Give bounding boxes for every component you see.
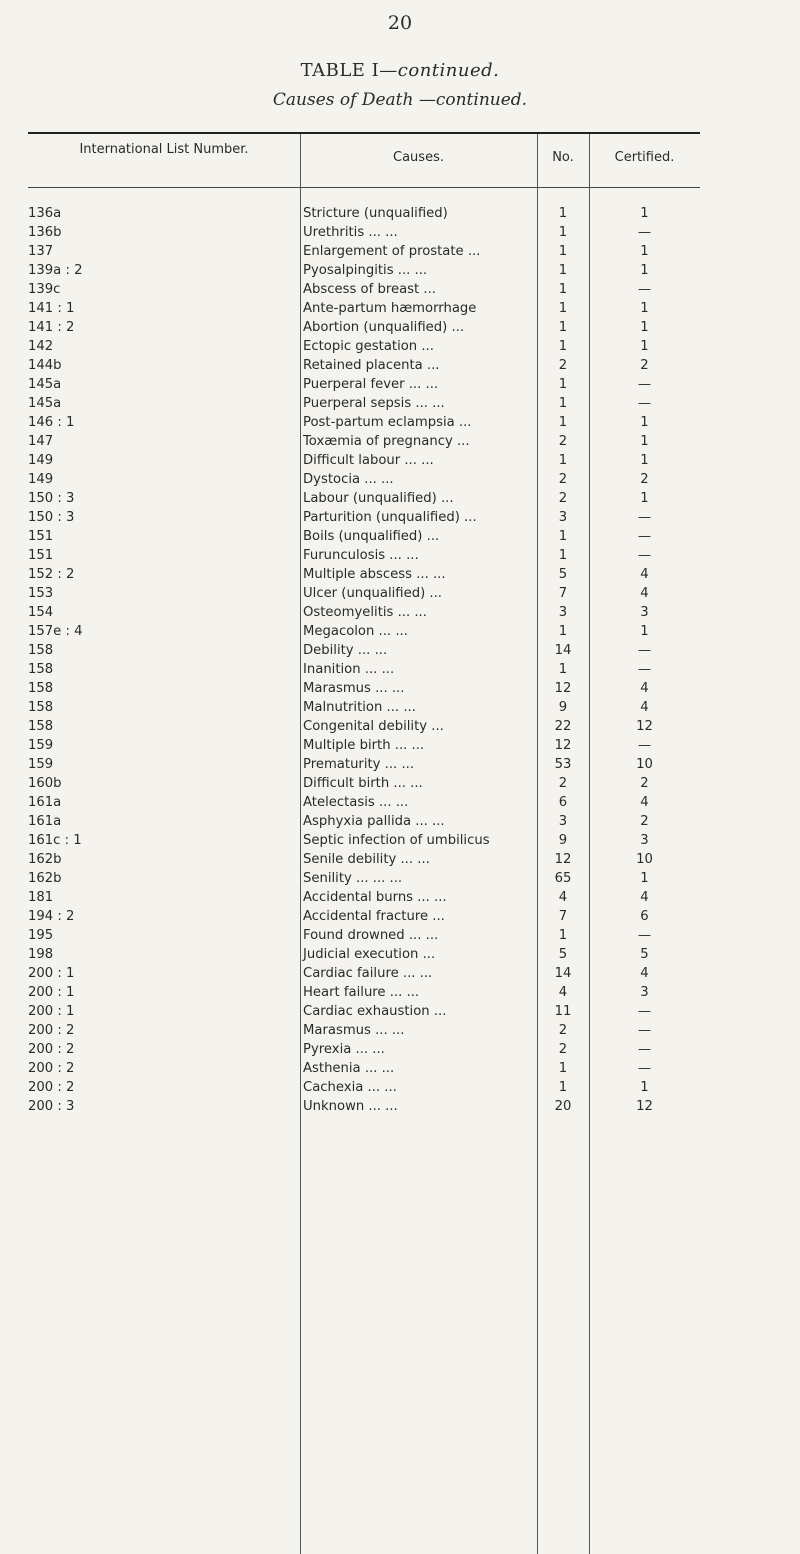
cause: Senile debility ... ... bbox=[303, 852, 430, 867]
list-number: 136a bbox=[28, 206, 62, 221]
table-row bbox=[28, 850, 700, 869]
list-number: 149 bbox=[28, 453, 54, 468]
table-subtitle: Causes of Death —continued. bbox=[272, 90, 528, 110]
header-international-list-number: International List Number. bbox=[79, 142, 249, 157]
certified-count: 2 bbox=[640, 776, 649, 791]
count: 1 bbox=[558, 282, 568, 297]
table-row bbox=[28, 356, 700, 375]
cause: Boils (unqualified) ... bbox=[303, 529, 440, 544]
cause: Prematurity ... ... bbox=[303, 757, 415, 772]
table-row bbox=[28, 1002, 700, 1021]
count: 14 bbox=[554, 643, 572, 658]
count: 7 bbox=[558, 909, 568, 924]
cause: Puerperal fever ... ... bbox=[303, 377, 439, 392]
certified-count: 1 bbox=[640, 244, 649, 259]
list-number: 146 : 1 bbox=[28, 415, 75, 430]
count: 12 bbox=[554, 852, 572, 867]
list-number: 139a : 2 bbox=[28, 263, 83, 278]
certified-count: 5 bbox=[640, 947, 649, 962]
table-row bbox=[28, 907, 700, 926]
cause: Cardiac failure ... ... bbox=[303, 966, 433, 981]
list-number: 162b bbox=[28, 871, 62, 886]
list-number: 158 bbox=[28, 719, 54, 734]
count: 2 bbox=[558, 434, 568, 449]
certified-count: 1 bbox=[640, 871, 649, 886]
certified-count: 1 bbox=[640, 453, 649, 468]
cause: Asthenia ... ... bbox=[303, 1061, 395, 1076]
count: 1 bbox=[558, 624, 568, 639]
count: 6 bbox=[558, 795, 568, 810]
list-number: 200 : 1 bbox=[28, 966, 75, 981]
table-row bbox=[28, 1021, 700, 1040]
count: 22 bbox=[554, 719, 572, 734]
table-row bbox=[28, 774, 700, 793]
count: 3 bbox=[558, 510, 568, 525]
table-row bbox=[28, 698, 700, 717]
count: 1 bbox=[558, 301, 568, 316]
count: 2 bbox=[558, 1023, 568, 1038]
header-causes: Causes. bbox=[393, 150, 444, 165]
count: 2 bbox=[558, 1042, 568, 1057]
table-row bbox=[28, 337, 700, 356]
count: 1 bbox=[558, 1061, 568, 1076]
table-row bbox=[28, 584, 700, 603]
cause: Judicial execution ... bbox=[303, 947, 436, 962]
certified-count: 4 bbox=[640, 890, 649, 905]
cause: Cardiac exhaustion ... bbox=[303, 1004, 447, 1019]
list-number: 158 bbox=[28, 700, 54, 715]
certified-count: 4 bbox=[640, 567, 649, 582]
count: 53 bbox=[554, 757, 572, 772]
cause: Accidental burns ... ... bbox=[303, 890, 447, 905]
table-row bbox=[28, 1059, 700, 1078]
count: 4 bbox=[558, 985, 568, 1000]
cause: Osteomyelitis ... ... bbox=[303, 605, 427, 620]
list-number: 158 bbox=[28, 681, 54, 696]
cause: Difficult labour ... ... bbox=[303, 453, 434, 468]
cause: Puerperal sepsis ... ... bbox=[303, 396, 445, 411]
list-number: 200 : 2 bbox=[28, 1023, 75, 1038]
list-number: 159 bbox=[28, 757, 54, 772]
table-row bbox=[28, 413, 700, 432]
table-row bbox=[28, 603, 700, 622]
count: 65 bbox=[554, 871, 572, 886]
count: 3 bbox=[558, 605, 568, 620]
list-number: 200 : 1 bbox=[28, 1004, 75, 1019]
list-number: 200 : 3 bbox=[28, 1099, 75, 1114]
cause: Septic infection of umbilicus bbox=[303, 833, 490, 848]
count: 20 bbox=[554, 1099, 572, 1114]
count: 1 bbox=[558, 225, 568, 240]
table-row bbox=[28, 793, 700, 812]
count: 1 bbox=[558, 453, 568, 468]
list-number: 145a bbox=[28, 377, 62, 392]
cause: Multiple birth ... ... bbox=[303, 738, 425, 753]
table-row bbox=[28, 679, 700, 698]
certified-count: 1 bbox=[640, 320, 649, 335]
count: 9 bbox=[558, 700, 568, 715]
certified-count: 4 bbox=[640, 586, 649, 601]
list-number: 181 bbox=[28, 890, 54, 905]
list-number: 154 bbox=[28, 605, 54, 620]
count: 7 bbox=[558, 586, 568, 601]
certified-count: 4 bbox=[640, 700, 649, 715]
cause: Inanition ... ... bbox=[303, 662, 395, 677]
table-row bbox=[28, 394, 700, 413]
count: 9 bbox=[558, 833, 568, 848]
header-number: No. bbox=[552, 150, 574, 165]
cause: Cachexia ... ... bbox=[303, 1080, 397, 1095]
table-row bbox=[28, 204, 700, 223]
certified-count: 4 bbox=[640, 795, 649, 810]
certified-count: 1 bbox=[640, 339, 649, 354]
list-number: 158 bbox=[28, 643, 54, 658]
list-number: 141 : 2 bbox=[28, 320, 75, 335]
certified-count: 1 bbox=[640, 624, 649, 639]
list-number: 144b bbox=[28, 358, 62, 373]
table-row bbox=[28, 1078, 700, 1097]
certified-count: 1 bbox=[640, 491, 649, 506]
table-row bbox=[28, 242, 700, 261]
list-number: 160b bbox=[28, 776, 62, 791]
certified-count: 2 bbox=[640, 814, 649, 829]
table-row bbox=[28, 964, 700, 983]
list-number: 195 bbox=[28, 928, 54, 943]
table-row bbox=[28, 888, 700, 907]
list-number: 137 bbox=[28, 244, 54, 259]
table-row bbox=[28, 926, 700, 945]
table-row bbox=[28, 508, 700, 527]
list-number: 200 : 2 bbox=[28, 1042, 75, 1057]
list-number: 136b bbox=[28, 225, 62, 240]
count: 1 bbox=[558, 244, 568, 259]
table-row bbox=[28, 470, 700, 489]
certified-count: 3 bbox=[640, 605, 649, 620]
certified-count: — bbox=[637, 282, 652, 297]
table-row bbox=[28, 565, 700, 584]
count: 5 bbox=[558, 947, 568, 962]
cause: Marasmus ... ... bbox=[303, 1023, 405, 1038]
list-number: 161a bbox=[28, 795, 62, 810]
list-number: 151 bbox=[28, 548, 54, 563]
certified-count: 3 bbox=[640, 833, 649, 848]
table-row bbox=[28, 622, 700, 641]
count: 3 bbox=[558, 814, 568, 829]
table-row bbox=[28, 945, 700, 964]
cause: Senility ... ... ... bbox=[303, 871, 403, 886]
count: 12 bbox=[554, 738, 572, 753]
table-row bbox=[28, 489, 700, 508]
certified-count: 1 bbox=[640, 263, 649, 278]
count: 1 bbox=[558, 415, 568, 430]
list-number: 153 bbox=[28, 586, 54, 601]
count: 1 bbox=[558, 396, 568, 411]
certified-count: — bbox=[637, 928, 652, 943]
certified-count: 12 bbox=[636, 719, 653, 734]
cause: Unknown ... ... bbox=[303, 1099, 398, 1114]
count: 14 bbox=[554, 966, 572, 981]
count: 1 bbox=[558, 1080, 568, 1095]
count: 2 bbox=[558, 491, 568, 506]
certified-count: — bbox=[637, 1042, 652, 1057]
list-number: 161c : 1 bbox=[28, 833, 82, 848]
cause: Difficult birth ... ... bbox=[303, 776, 423, 791]
cause: Debility ... ... bbox=[303, 643, 388, 658]
certified-count: 10 bbox=[636, 852, 653, 867]
list-number: 149 bbox=[28, 472, 54, 487]
table-row bbox=[28, 546, 700, 565]
table-row bbox=[28, 717, 700, 736]
list-number: 200 : 1 bbox=[28, 985, 75, 1000]
list-number: 151 bbox=[28, 529, 54, 544]
count: 2 bbox=[558, 776, 568, 791]
certified-count: 3 bbox=[640, 985, 649, 1000]
certified-count: 1 bbox=[640, 434, 649, 449]
certified-count: — bbox=[637, 548, 652, 563]
cause: Malnutrition ... ... bbox=[303, 700, 416, 715]
cause: Heart failure ... ... bbox=[303, 985, 420, 1000]
certified-count: — bbox=[637, 225, 652, 240]
list-number: 139c bbox=[28, 282, 61, 297]
page-number: 20 bbox=[387, 12, 413, 34]
certified-count: 6 bbox=[640, 909, 649, 924]
cause: Asphyxia pallida ... ... bbox=[303, 814, 445, 829]
table-row bbox=[28, 451, 700, 470]
count: 1 bbox=[558, 662, 568, 677]
cause: Megacolon ... ... bbox=[303, 624, 408, 639]
cause: Abscess of breast ... bbox=[303, 282, 436, 297]
table-row bbox=[28, 299, 700, 318]
cause: Dystocia ... ... bbox=[303, 472, 394, 487]
count: 1 bbox=[558, 206, 568, 221]
certified-count: 1 bbox=[640, 1080, 649, 1095]
table-row bbox=[28, 736, 700, 755]
cause: Labour (unqualified) ... bbox=[303, 491, 454, 506]
cause: Post-partum eclampsia ... bbox=[303, 415, 472, 430]
count: 2 bbox=[558, 472, 568, 487]
table-body bbox=[28, 188, 700, 1116]
count: 4 bbox=[558, 890, 568, 905]
certified-count: — bbox=[637, 738, 652, 753]
cause: Stricture (unqualified) bbox=[303, 206, 448, 221]
certified-count: — bbox=[637, 1023, 652, 1038]
certified-count: — bbox=[637, 377, 652, 392]
count: 1 bbox=[558, 377, 568, 392]
cause: Accidental fracture ... bbox=[303, 909, 445, 924]
cause: Multiple abscess ... ... bbox=[303, 567, 446, 582]
list-number: 194 : 2 bbox=[28, 909, 75, 924]
cause: Abortion (unqualified) ... bbox=[303, 320, 465, 335]
certified-count: 2 bbox=[640, 472, 649, 487]
list-number: 157e : 4 bbox=[28, 624, 83, 639]
table-row bbox=[28, 1040, 700, 1059]
table-row bbox=[28, 831, 700, 850]
count: 1 bbox=[558, 320, 568, 335]
count: 12 bbox=[554, 681, 572, 696]
causes-of-death-table bbox=[28, 132, 700, 1116]
list-number: 162b bbox=[28, 852, 62, 867]
table-header bbox=[28, 134, 700, 188]
table-title bbox=[0, 60, 800, 81]
count: 1 bbox=[558, 263, 568, 278]
list-number: 200 : 2 bbox=[28, 1061, 75, 1076]
table-row bbox=[28, 755, 700, 774]
cause: Congenital debility ... bbox=[303, 719, 444, 734]
cause: Furunculosis ... ... bbox=[303, 548, 419, 563]
count: 1 bbox=[558, 339, 568, 354]
certified-count: 4 bbox=[640, 681, 649, 696]
cause: Pyosalpingitis ... ... bbox=[303, 263, 428, 278]
table-title-prefix: TABLE I— bbox=[300, 60, 398, 81]
certified-count: 2 bbox=[640, 358, 649, 373]
list-number: 150 : 3 bbox=[28, 491, 75, 506]
cause: Atelectasis ... ... bbox=[303, 795, 409, 810]
table-row bbox=[28, 641, 700, 660]
list-number: 147 bbox=[28, 434, 54, 449]
certified-count: 4 bbox=[640, 966, 649, 981]
list-number: 200 : 2 bbox=[28, 1080, 75, 1095]
certified-count: 10 bbox=[636, 757, 653, 772]
list-number: 141 : 1 bbox=[28, 301, 75, 316]
cause: Ante-partum hæmorrhage bbox=[303, 301, 477, 316]
table-row bbox=[28, 812, 700, 831]
cause: Ulcer (unqualified) ... bbox=[303, 586, 442, 601]
count: 1 bbox=[558, 548, 568, 563]
cause: Urethritis ... ... bbox=[303, 225, 398, 240]
count: 5 bbox=[558, 567, 568, 582]
certified-count: — bbox=[637, 643, 652, 658]
list-number: 145a bbox=[28, 396, 62, 411]
cause: Pyrexia ... ... bbox=[303, 1042, 385, 1057]
cause: Ectopic gestation ... bbox=[303, 339, 434, 354]
list-number: 150 : 3 bbox=[28, 510, 75, 525]
table-row bbox=[28, 432, 700, 451]
certified-count: 1 bbox=[640, 206, 649, 221]
certified-count: 1 bbox=[640, 301, 649, 316]
table-row bbox=[28, 983, 700, 1002]
table-row bbox=[28, 660, 700, 679]
certified-count: 1 bbox=[640, 415, 649, 430]
cause: Retained placenta ... bbox=[303, 358, 440, 373]
certified-count: 12 bbox=[636, 1099, 653, 1114]
count: 1 bbox=[558, 529, 568, 544]
certified-count: — bbox=[637, 1004, 652, 1019]
list-number: 198 bbox=[28, 947, 54, 962]
certified-count: — bbox=[637, 1061, 652, 1076]
cause: Marasmus ... ... bbox=[303, 681, 405, 696]
table-row bbox=[28, 223, 700, 242]
cause: Found drowned ... ... bbox=[303, 928, 439, 943]
certified-count: — bbox=[637, 396, 652, 411]
certified-count: — bbox=[637, 662, 652, 677]
list-number: 142 bbox=[28, 339, 54, 354]
count: 11 bbox=[554, 1004, 572, 1019]
cause: Parturition (unqualified) ... bbox=[303, 510, 477, 525]
list-number: 152 : 2 bbox=[28, 567, 75, 582]
table-row bbox=[28, 318, 700, 337]
table-row bbox=[28, 261, 700, 280]
table-row bbox=[28, 527, 700, 546]
cause: Enlargement of prostate ... bbox=[303, 244, 481, 259]
table-row bbox=[28, 280, 700, 299]
count: 2 bbox=[558, 358, 568, 373]
table-row bbox=[28, 869, 700, 888]
certified-count: — bbox=[637, 529, 652, 544]
certified-count: — bbox=[637, 510, 652, 525]
table-row bbox=[28, 1097, 700, 1116]
list-number: 158 bbox=[28, 662, 54, 677]
list-number: 159 bbox=[28, 738, 54, 753]
list-number: 161a bbox=[28, 814, 62, 829]
count: 1 bbox=[558, 928, 568, 943]
table-row bbox=[28, 375, 700, 394]
header-certified: Certified. bbox=[614, 150, 675, 165]
cause: Toxæmia of pregnancy ... bbox=[303, 434, 470, 449]
table-title-suffix: continued. bbox=[397, 60, 500, 81]
